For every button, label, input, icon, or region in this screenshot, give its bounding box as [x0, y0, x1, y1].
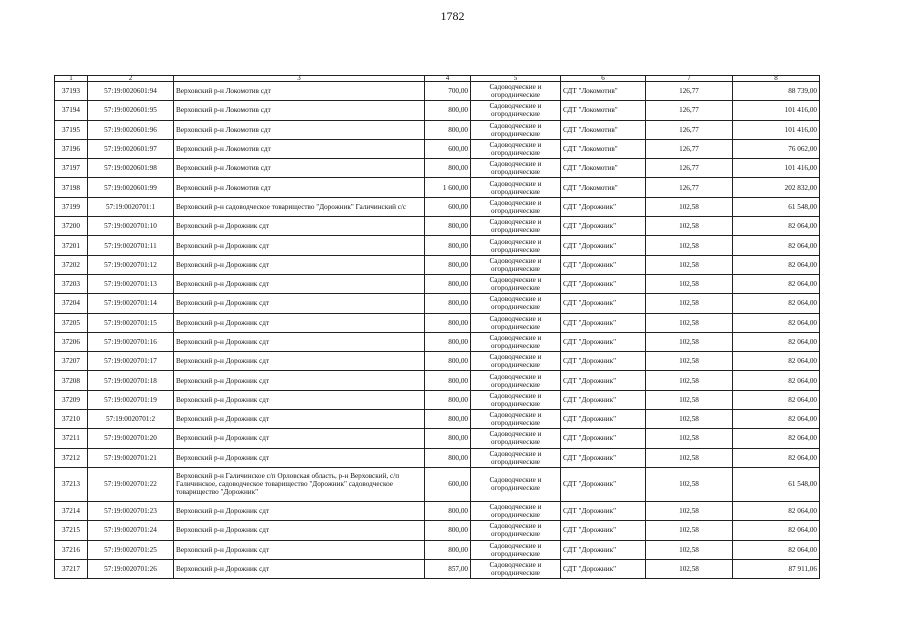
organization-cell: СДТ "Дорожник": [561, 255, 646, 274]
row-number-cell: 37200: [55, 217, 88, 236]
cadastral-number-cell: 57:19:0020701:18: [88, 371, 174, 390]
address-cell: Верховский р-н Локомотив сдт: [174, 120, 425, 139]
unit-value-cell: 102,58: [646, 371, 733, 390]
address-cell: Верховский р-н Дорожник сдт: [174, 501, 425, 520]
cadastral-value-cell: 82 064,00: [733, 390, 820, 409]
cadastral-number-cell: 57:19:0020701:13: [88, 274, 174, 293]
unit-value-cell: 102,58: [646, 540, 733, 559]
row-number-cell: 37199: [55, 197, 88, 216]
address-cell: Верховский р-н Дорожник сдт: [174, 236, 425, 255]
row-number-cell: 37202: [55, 255, 88, 274]
cadastral-number-cell: 57:19:0020701:22: [88, 467, 174, 501]
land-use-cell: Садоводческие и огороднические: [471, 540, 561, 559]
area-cell: 800,00: [425, 390, 471, 409]
land-use-cell: Садоводческие и огороднические: [471, 429, 561, 448]
cadastral-value-cell: 82 064,00: [733, 501, 820, 520]
organization-cell: СДТ "Дорожник": [561, 467, 646, 501]
land-use-cell: Садоводческие и огороднические: [471, 101, 561, 120]
cadastral-number-cell: 57:19:0020701:14: [88, 294, 174, 313]
address-cell: Верховский р-н Дорожник сдт: [174, 540, 425, 559]
column-header: 4: [425, 76, 471, 82]
column-header: 8: [733, 76, 820, 82]
cadastral-value-cell: 61 548,00: [733, 197, 820, 216]
row-number-cell: 37207: [55, 352, 88, 371]
row-number-cell: 37198: [55, 178, 88, 197]
table-row: [55, 467, 820, 501]
organization-cell: СДТ "Дорожник": [561, 274, 646, 293]
cadastral-value-cell: 82 064,00: [733, 448, 820, 467]
unit-value-cell: 126,77: [646, 139, 733, 158]
row-number-cell: 37203: [55, 274, 88, 293]
row-number-cell: 37211: [55, 429, 88, 448]
land-use-cell: Садоводческие и огороднические: [471, 559, 561, 578]
table-row: [55, 197, 820, 216]
land-use-cell: Садоводческие и огороднические: [471, 82, 561, 101]
area-cell: 800,00: [425, 332, 471, 351]
cadastral-number-cell: 57:19:0020701:17: [88, 352, 174, 371]
table-row: [55, 352, 820, 371]
cadastral-value-cell: 82 064,00: [733, 217, 820, 236]
organization-cell: СДТ "Дорожник": [561, 371, 646, 390]
table-row: [55, 159, 820, 178]
unit-value-cell: 102,58: [646, 448, 733, 467]
row-number-cell: 37210: [55, 410, 88, 429]
cadastral-value-cell: 82 064,00: [733, 255, 820, 274]
cadastral-value-cell: 82 064,00: [733, 294, 820, 313]
unit-value-cell: 102,58: [646, 352, 733, 371]
cadastral-number-cell: 57:19:0020701:16: [88, 332, 174, 351]
row-number-cell: 37212: [55, 448, 88, 467]
address-cell: Верховский р-н садоводческое товарищество "Дорожник" Галичинский с/с: [174, 197, 425, 216]
cadastral-number-cell: 57:19:0020601:95: [88, 101, 174, 120]
table-row: [55, 540, 820, 559]
row-number-cell: 37214: [55, 501, 88, 520]
table-row: [55, 139, 820, 158]
unit-value-cell: 102,58: [646, 274, 733, 293]
address-cell: Верховский р-н Локомотив сдт: [174, 101, 425, 120]
row-number-cell: 37201: [55, 236, 88, 255]
organization-cell: СДТ "Локомотив": [561, 82, 646, 101]
table-row: [55, 101, 820, 120]
organization-cell: СДТ "Локомотив": [561, 120, 646, 139]
row-number-cell: 37208: [55, 371, 88, 390]
land-use-cell: Садоводческие и огороднические: [471, 294, 561, 313]
row-number-cell: 37194: [55, 101, 88, 120]
area-cell: 800,00: [425, 501, 471, 520]
land-use-cell: Садоводческие и огороднические: [471, 313, 561, 332]
cadastral-value-cell: 82 064,00: [733, 352, 820, 371]
page-number: 1782: [440, 9, 465, 23]
cadastral-value-cell: 82 064,00: [733, 313, 820, 332]
organization-cell: СДТ "Дорожник": [561, 429, 646, 448]
organization-cell: СДТ "Дорожник": [561, 236, 646, 255]
table-row: [55, 294, 820, 313]
area-cell: 800,00: [425, 217, 471, 236]
row-number-cell: 37196: [55, 139, 88, 158]
row-number-cell: 37216: [55, 540, 88, 559]
area-cell: 800,00: [425, 159, 471, 178]
area-cell: 800,00: [425, 120, 471, 139]
row-number-cell: 37197: [55, 159, 88, 178]
row-number-cell: 37206: [55, 332, 88, 351]
area-cell: 800,00: [425, 448, 471, 467]
land-use-cell: Садоводческие и огороднические: [471, 197, 561, 216]
cadastral-number-cell: 57:19:0020701:12: [88, 255, 174, 274]
table-row: [55, 313, 820, 332]
unit-value-cell: 126,77: [646, 82, 733, 101]
area-cell: 800,00: [425, 236, 471, 255]
area-cell: 857,00: [425, 559, 471, 578]
cadastral-value-cell: 82 064,00: [733, 540, 820, 559]
area-cell: 800,00: [425, 274, 471, 293]
land-registry-table: [54, 75, 820, 579]
area-cell: 800,00: [425, 255, 471, 274]
row-number-cell: 37213: [55, 467, 88, 501]
organization-cell: СДТ "Дорожник": [561, 294, 646, 313]
organization-cell: СДТ "Дорожник": [561, 540, 646, 559]
address-cell: Верховский р-н Локомотив сдт: [174, 159, 425, 178]
address-cell: Верховский р-н Дорожник сдт: [174, 274, 425, 293]
cadastral-number-cell: 57:19:0020701:10: [88, 217, 174, 236]
organization-cell: СДТ "Дорожник": [561, 217, 646, 236]
land-use-cell: Садоводческие и огороднические: [471, 390, 561, 409]
table-row: [55, 178, 820, 197]
cadastral-value-cell: 202 832,00: [733, 178, 820, 197]
unit-value-cell: 102,58: [646, 332, 733, 351]
column-header: 2: [88, 76, 174, 82]
area-cell: 800,00: [425, 313, 471, 332]
cadastral-number-cell: 57:19:0020601:94: [88, 82, 174, 101]
table-row: [55, 371, 820, 390]
unit-value-cell: 102,58: [646, 313, 733, 332]
row-number-cell: 37195: [55, 120, 88, 139]
organization-cell: СДТ "Дорожник": [561, 559, 646, 578]
table-row: [55, 332, 820, 351]
cadastral-value-cell: 101 416,00: [733, 159, 820, 178]
organization-cell: СДТ "Дорожник": [561, 352, 646, 371]
cadastral-number-cell: 57:19:0020701:21: [88, 448, 174, 467]
organization-cell: СДТ "Дорожник": [561, 448, 646, 467]
table-row: [55, 429, 820, 448]
area-cell: 800,00: [425, 352, 471, 371]
cadastral-number-cell: 57:19:0020601:98: [88, 159, 174, 178]
address-cell: Верховский р-н Локомотив сдт: [174, 139, 425, 158]
address-cell: Верховский р-н Дорожник сдт: [174, 559, 425, 578]
area-cell: 600,00: [425, 197, 471, 216]
unit-value-cell: 102,58: [646, 217, 733, 236]
organization-cell: СДТ "Дорожник": [561, 410, 646, 429]
address-cell: Верховский р-н Дорожник сдт: [174, 410, 425, 429]
cadastral-value-cell: 82 064,00: [733, 236, 820, 255]
area-cell: 800,00: [425, 101, 471, 120]
land-use-cell: Садоводческие и огороднические: [471, 139, 561, 158]
area-cell: 800,00: [425, 410, 471, 429]
organization-cell: СДТ "Дорожник": [561, 390, 646, 409]
unit-value-cell: 102,58: [646, 429, 733, 448]
address-cell: Верховский р-н Локомотив сдт: [174, 178, 425, 197]
land-use-cell: Садоводческие и огороднические: [471, 120, 561, 139]
area-cell: 1 600,00: [425, 178, 471, 197]
row-number-cell: 37209: [55, 390, 88, 409]
land-use-cell: Садоводческие и огороднические: [471, 352, 561, 371]
land-use-cell: Садоводческие и огороднические: [471, 410, 561, 429]
table-row: [55, 501, 820, 520]
area-cell: 600,00: [425, 139, 471, 158]
column-header: 7: [646, 76, 733, 82]
cadastral-number-cell: 57:19:0020701:2: [88, 410, 174, 429]
organization-cell: СДТ "Локомотив": [561, 178, 646, 197]
table-row: [55, 390, 820, 409]
organization-cell: СДТ "Дорожник": [561, 501, 646, 520]
table-row: [55, 255, 820, 274]
unit-value-cell: 102,58: [646, 467, 733, 501]
cadastral-number-cell: 57:19:0020701:1: [88, 197, 174, 216]
unit-value-cell: 102,58: [646, 255, 733, 274]
cadastral-number-cell: 57:19:0020701:20: [88, 429, 174, 448]
address-cell: Верховский р-н Дорожник сдт: [174, 390, 425, 409]
unit-value-cell: 126,77: [646, 159, 733, 178]
unit-value-cell: 126,77: [646, 120, 733, 139]
area-cell: 600,00: [425, 467, 471, 501]
organization-cell: СДТ "Дорожник": [561, 521, 646, 540]
unit-value-cell: 102,58: [646, 236, 733, 255]
row-number-cell: 37217: [55, 559, 88, 578]
column-header: 1: [55, 76, 88, 82]
area-cell: 800,00: [425, 540, 471, 559]
cadastral-value-cell: 82 064,00: [733, 274, 820, 293]
cadastral-number-cell: 57:19:0020701:23: [88, 501, 174, 520]
land-use-cell: Садоводческие и огороднические: [471, 521, 561, 540]
unit-value-cell: 102,58: [646, 197, 733, 216]
organization-cell: СДТ "Дорожник": [561, 332, 646, 351]
cadastral-number-cell: 57:19:0020701:19: [88, 390, 174, 409]
organization-cell: СДТ "Дорожник": [561, 197, 646, 216]
area-cell: 700,00: [425, 82, 471, 101]
cadastral-value-cell: 61 548,00: [733, 467, 820, 501]
cadastral-number-cell: 57:19:0020601:96: [88, 120, 174, 139]
organization-cell: СДТ "Локомотив": [561, 139, 646, 158]
unit-value-cell: 102,58: [646, 521, 733, 540]
cadastral-value-cell: 101 416,00: [733, 101, 820, 120]
address-cell: Верховский р-н Локомотив сдт: [174, 82, 425, 101]
land-use-cell: Садоводческие и огороднические: [471, 332, 561, 351]
address-cell: Верховский р-н Дорожник сдт: [174, 429, 425, 448]
unit-value-cell: 126,77: [646, 178, 733, 197]
land-use-cell: Садоводческие и огороднические: [471, 371, 561, 390]
address-cell: Верховский р-н Дорожник сдт: [174, 371, 425, 390]
cadastral-value-cell: 87 911,06: [733, 559, 820, 578]
row-number-cell: 37204: [55, 294, 88, 313]
table-row: [55, 410, 820, 429]
unit-value-cell: 102,58: [646, 501, 733, 520]
unit-value-cell: 126,77: [646, 101, 733, 120]
cadastral-value-cell: 82 064,00: [733, 371, 820, 390]
unit-value-cell: 102,58: [646, 390, 733, 409]
land-use-cell: Садоводческие и огороднические: [471, 448, 561, 467]
table-row: [55, 236, 820, 255]
cadastral-value-cell: 82 064,00: [733, 429, 820, 448]
address-cell: Верховский р-н Дорожник сдт: [174, 332, 425, 351]
address-cell: Верховский р-н Дорожник сдт: [174, 448, 425, 467]
cadastral-value-cell: 76 062,00: [733, 139, 820, 158]
land-use-cell: Садоводческие и огороднические: [471, 501, 561, 520]
land-use-cell: Садоводческие и огороднические: [471, 236, 561, 255]
land-use-cell: Садоводческие и огороднические: [471, 467, 561, 501]
address-cell: Верховский р-н Дорожник сдт: [174, 217, 425, 236]
table-row: [55, 521, 820, 540]
column-header: 5: [471, 76, 561, 82]
cadastral-number-cell: 57:19:0020701:24: [88, 521, 174, 540]
organization-cell: СДТ "Локомотив": [561, 159, 646, 178]
address-cell: Верховский р-н Дорожник сдт: [174, 313, 425, 332]
unit-value-cell: 102,58: [646, 410, 733, 429]
column-header: 3: [174, 76, 425, 82]
column-header: 6: [561, 76, 646, 82]
row-number-cell: 37193: [55, 82, 88, 101]
table-row: [55, 448, 820, 467]
area-cell: 800,00: [425, 429, 471, 448]
area-cell: 800,00: [425, 294, 471, 313]
row-number-cell: 37205: [55, 313, 88, 332]
table-row: [55, 82, 820, 101]
table-row: [55, 559, 820, 578]
land-use-cell: Садоводческие и огороднические: [471, 217, 561, 236]
address-cell: Верховский р-н Галичинское с/п Орловская область, р-н Верховский, с/п Галичинское, садоводческое товарищество "Дорожник" садоводческое товарищество "Дорожник": [174, 467, 425, 501]
row-number-cell: 37215: [55, 521, 88, 540]
cadastral-value-cell: 82 064,00: [733, 521, 820, 540]
area-cell: 800,00: [425, 371, 471, 390]
address-cell: Верховский р-н Дорожник сдт: [174, 521, 425, 540]
address-cell: Верховский р-н Дорожник сдт: [174, 255, 425, 274]
cadastral-value-cell: 88 739,00: [733, 82, 820, 101]
cadastral-number-cell: 57:19:0020601:99: [88, 178, 174, 197]
cadastral-number-cell: 57:19:0020701:15: [88, 313, 174, 332]
unit-value-cell: 102,58: [646, 559, 733, 578]
cadastral-value-cell: 82 064,00: [733, 332, 820, 351]
cadastral-number-cell: 57:19:0020701:26: [88, 559, 174, 578]
cadastral-number-cell: 57:19:0020601:97: [88, 139, 174, 158]
cadastral-value-cell: 82 064,00: [733, 410, 820, 429]
area-cell: 800,00: [425, 521, 471, 540]
table-row: [55, 274, 820, 293]
address-cell: Верховский р-н Дорожник сдт: [174, 352, 425, 371]
address-cell: Верховский р-н Дорожник сдт: [174, 294, 425, 313]
table-row: [55, 120, 820, 139]
land-use-cell: Садоводческие и огороднические: [471, 255, 561, 274]
cadastral-number-cell: 57:19:0020701:25: [88, 540, 174, 559]
cadastral-value-cell: 101 416,00: [733, 120, 820, 139]
land-use-cell: Садоводческие и огороднические: [471, 178, 561, 197]
land-use-cell: Садоводческие и огороднические: [471, 274, 561, 293]
organization-cell: СДТ "Дорожник": [561, 313, 646, 332]
organization-cell: СДТ "Локомотив": [561, 101, 646, 120]
land-use-cell: Садоводческие и огороднические: [471, 159, 561, 178]
unit-value-cell: 102,58: [646, 294, 733, 313]
table-row: [55, 217, 820, 236]
cadastral-number-cell: 57:19:0020701:11: [88, 236, 174, 255]
